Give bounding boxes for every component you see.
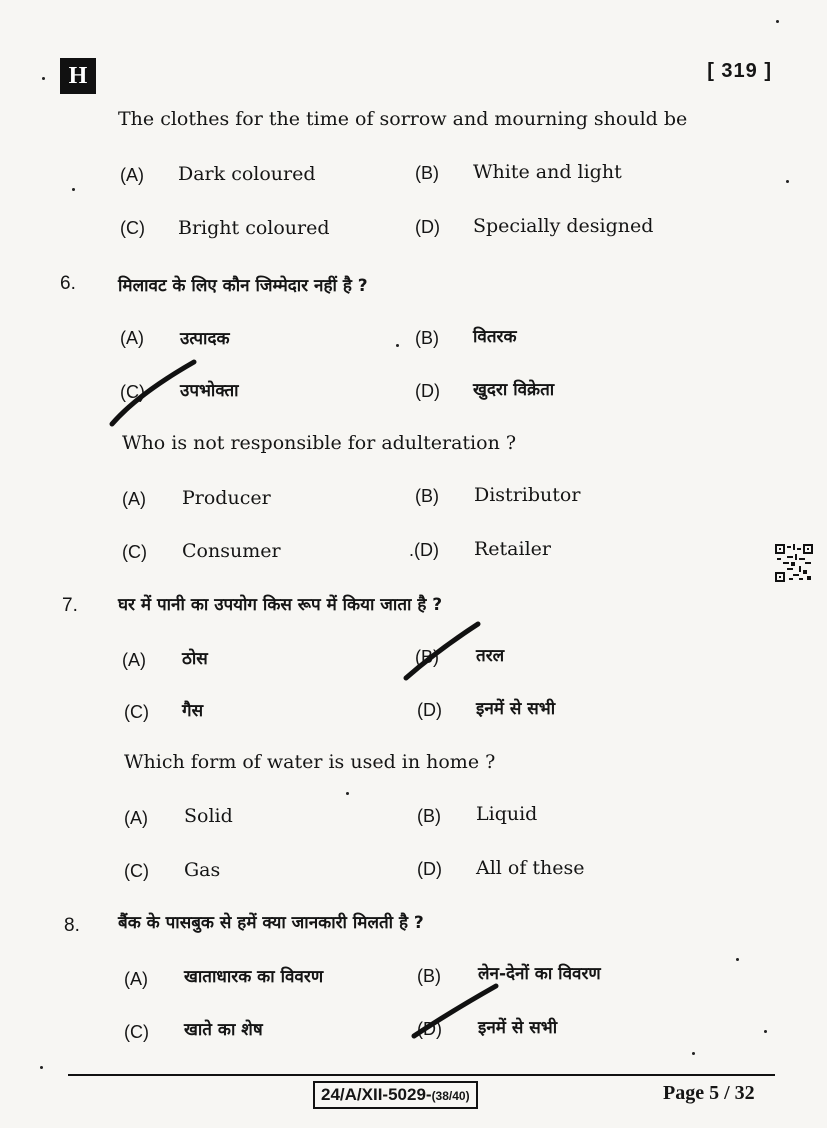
scan-speck xyxy=(786,180,789,183)
scan-speck xyxy=(736,958,739,961)
q5-opt-c-letter: (C) xyxy=(120,218,145,238)
q7-hi-opt-b: तरल xyxy=(476,646,505,666)
q6-en-opt-c: Consumer xyxy=(182,540,281,562)
q5-opt-b: White and light xyxy=(473,161,622,183)
q6-hi-opt-d: खुदरा विक्रेता xyxy=(473,380,555,400)
q5-opt-a-letter: (A) xyxy=(120,165,144,185)
scan-speck xyxy=(346,792,349,795)
q6-en-opt-b: Distributor xyxy=(474,484,581,506)
footer-rule xyxy=(68,1074,775,1076)
paper-code xyxy=(313,1081,478,1109)
q7-en-opt-b-letter: (B) xyxy=(417,806,441,826)
q7-text-en: Which form of water is used in home ? xyxy=(124,751,496,773)
q6-en-opt-c-letter: (C) xyxy=(122,542,147,562)
q6-hi-opt-c: उपभोक्ता xyxy=(180,381,239,401)
q8-hi-opt-b: लेन-देनों का विवरण xyxy=(478,964,601,984)
q6-number: 6. xyxy=(60,273,76,294)
q8-number: 8. xyxy=(64,915,80,936)
q7-en-opt-a: Solid xyxy=(184,805,233,827)
q6-en-opt-d: Retailer xyxy=(474,538,551,560)
q7-hi-opt-a: ठोस xyxy=(182,649,208,669)
set-badge: H xyxy=(60,58,96,94)
q7-en-opt-d-letter: (D) xyxy=(417,859,442,879)
q6-hi-opt-a-letter: (A) xyxy=(120,328,144,348)
q8-hi-opt-a: खाताधारक का विवरण xyxy=(184,967,324,987)
pen-mark-q7 xyxy=(402,620,482,682)
q6-text-en: Who is not responsible for adulteration ? xyxy=(122,432,517,454)
q5-text: The clothes for the time of sorrow and mourning should be xyxy=(118,108,688,130)
q7-hi-opt-b-letter: (B) xyxy=(415,647,439,667)
q7-hi-opt-d: इनमें से सभी xyxy=(476,699,556,719)
q6-hi-opt-b-letter: (B) xyxy=(415,328,439,348)
q7-hi-opt-c: गैस xyxy=(182,701,204,721)
scan-speck xyxy=(40,1066,43,1069)
q7-en-opt-c-letter: (C) xyxy=(124,861,149,881)
q7-hi-opt-a-letter: (A) xyxy=(122,650,146,670)
page-number: Page 5 / 32 xyxy=(663,1082,755,1104)
q6-hi-opt-c-letter: (C) xyxy=(120,382,145,402)
q7-en-opt-c: Gas xyxy=(184,859,221,881)
scan-speck xyxy=(396,344,399,347)
scan-speck xyxy=(764,1030,767,1033)
q7-en-opt-b: Liquid xyxy=(476,803,538,825)
scan-speck xyxy=(72,188,75,191)
q8-hi-opt-a-letter: (A) xyxy=(124,969,148,989)
q5-opt-b-letter: (B) xyxy=(415,163,439,183)
qr-code-icon xyxy=(775,544,813,582)
q7-hi-opt-c-letter: (C) xyxy=(124,702,149,722)
q8-hi-opt-b-letter: (B) xyxy=(417,966,441,986)
paper-code-set: (38/40) xyxy=(431,1089,470,1103)
q7-number: 7. xyxy=(62,595,78,616)
q5-opt-a: Dark coloured xyxy=(178,163,316,185)
scan-speck xyxy=(776,20,779,23)
q6-text-hi: मिलावट के लिए कौन जिम्मेदार नहीं है ? xyxy=(118,276,368,296)
q7-en-opt-d: All of these xyxy=(476,857,585,879)
q8-text-hi: बैंक के पासबुक से हमें क्या जानकारी मिलती है ? xyxy=(118,913,424,933)
subject-code: [ 319 ] xyxy=(707,60,772,82)
q6-en-opt-a: Producer xyxy=(182,487,271,509)
q7-en-opt-a-letter: (A) xyxy=(124,808,148,828)
q7-hi-opt-d-letter: (D) xyxy=(417,700,442,720)
q8-hi-opt-c-letter: (C) xyxy=(124,1022,149,1042)
q6-en-opt-a-letter: (A) xyxy=(122,489,146,509)
q7-text-hi: घर में पानी का उपयोग किस रूप में किया जाता है ? xyxy=(118,595,443,615)
q8-hi-opt-c: खाते का शेष xyxy=(184,1020,263,1040)
q8-hi-opt-d: इनमें से सभी xyxy=(478,1018,558,1038)
q6-hi-opt-a: उत्पादक xyxy=(180,329,230,349)
q5-opt-c: Bright coloured xyxy=(178,217,330,239)
q6-hi-opt-b: वितरक xyxy=(473,327,517,347)
scan-speck xyxy=(42,77,45,80)
q6-en-opt-b-letter: (B) xyxy=(415,486,439,506)
q5-opt-d: Specially designed xyxy=(473,215,654,237)
q8-hi-opt-d-letter: (D) xyxy=(417,1019,442,1039)
q6-hi-opt-d-letter: (D) xyxy=(415,381,440,401)
paper-code-main: 24/A/XII-5029- xyxy=(321,1085,432,1104)
q6-en-opt-d-letter: .(D) xyxy=(409,540,439,560)
q5-opt-d-letter: (D) xyxy=(415,217,440,237)
scan-speck xyxy=(692,1052,695,1055)
